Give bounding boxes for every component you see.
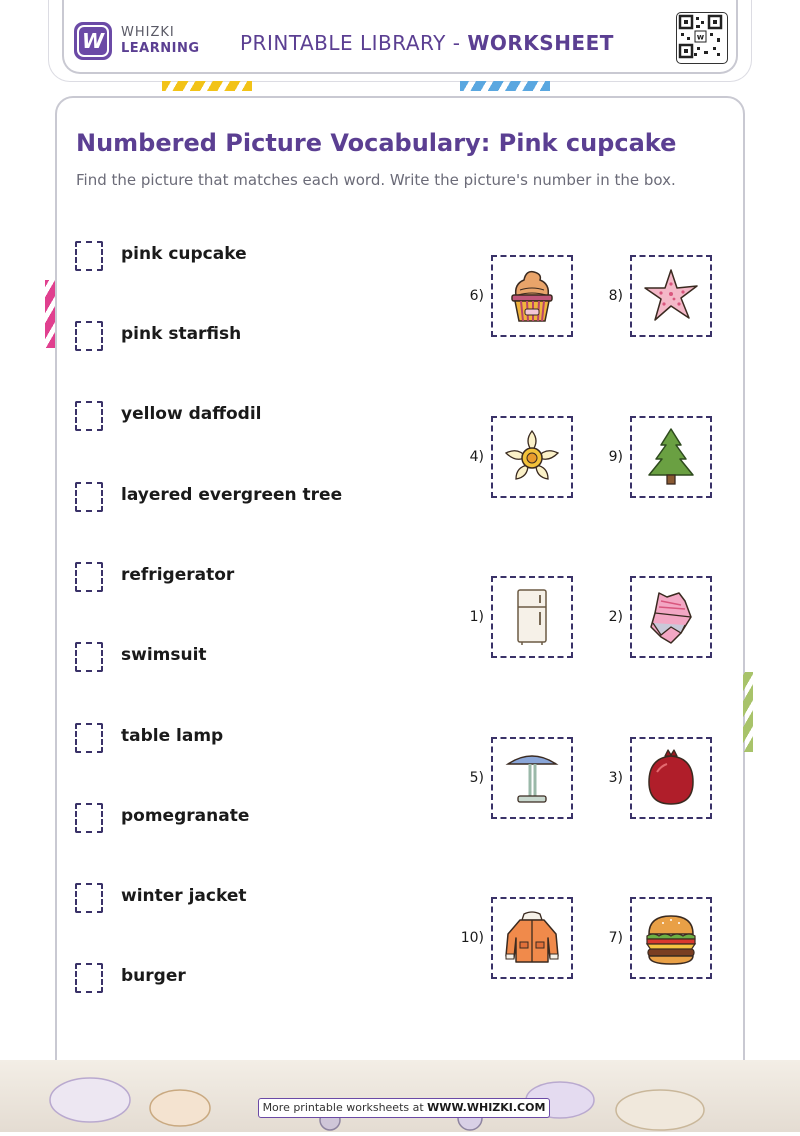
answer-box[interactable] xyxy=(75,642,103,672)
picture-card xyxy=(630,255,712,337)
picture-card xyxy=(491,576,573,658)
footer-text: More printable worksheets at xyxy=(262,1101,428,1114)
footer-illustration xyxy=(0,1060,800,1132)
worksheet-instructions: Find the picture that matches each word. Write the picture's number in the box. xyxy=(76,171,676,189)
evergreen-tree-icon xyxy=(641,427,701,487)
word-label: swimsuit xyxy=(121,645,207,665)
starfish-icon xyxy=(641,266,701,326)
picture-number: 9) xyxy=(608,449,623,465)
header-title xyxy=(240,31,614,55)
picture-number: 5) xyxy=(469,770,484,786)
picture-number: 2) xyxy=(608,609,623,625)
answer-box[interactable] xyxy=(75,241,103,271)
winter-jacket-icon xyxy=(502,908,562,968)
answer-box[interactable] xyxy=(75,883,103,913)
picture-number: 7) xyxy=(608,930,623,946)
logo-text-whizki: WHIZKI xyxy=(121,25,175,40)
cupcake-icon xyxy=(502,266,562,326)
footer-banner xyxy=(258,1098,550,1118)
word-label: layered evergreen tree xyxy=(121,485,343,505)
word-label: table lamp xyxy=(121,726,224,746)
picture-number: 3) xyxy=(608,770,623,786)
table-lamp-icon xyxy=(502,748,562,808)
logo-text-learning: LEARNING xyxy=(121,41,200,56)
logo-letter: W xyxy=(77,25,109,57)
picture-card xyxy=(630,416,712,498)
picture-card xyxy=(630,576,712,658)
whizki-logo xyxy=(74,22,112,60)
picture-card xyxy=(630,737,712,819)
picture-number: 1) xyxy=(469,609,484,625)
answer-box[interactable] xyxy=(75,963,103,993)
answer-box[interactable] xyxy=(75,803,103,833)
refrigerator-icon xyxy=(502,587,562,647)
picture-number: 10) xyxy=(460,930,484,946)
picture-number: 4) xyxy=(469,449,484,465)
footer-link[interactable]: WWW.WHIZKI.COM xyxy=(427,1101,546,1114)
pomegranate-icon xyxy=(641,748,701,808)
picture-card xyxy=(491,416,573,498)
svg-text:w: w xyxy=(696,32,705,42)
answer-box[interactable] xyxy=(75,482,103,512)
picture-number: 8) xyxy=(608,288,623,304)
answer-box[interactable] xyxy=(75,401,103,431)
word-label: yellow daffodil xyxy=(121,404,262,424)
daffodil-icon xyxy=(502,427,562,487)
answer-box[interactable] xyxy=(75,321,103,351)
picture-card xyxy=(491,897,573,979)
picture-card xyxy=(491,737,573,819)
word-label: refrigerator xyxy=(121,565,235,585)
word-label: pink starfish xyxy=(121,324,242,344)
decorative-stripe-pink xyxy=(45,280,55,348)
header-title-strong: WORKSHEET xyxy=(467,31,614,55)
decorative-stripe-blue xyxy=(460,81,550,91)
word-label: burger xyxy=(121,966,186,986)
decorative-stripe-green xyxy=(743,672,753,752)
header-title-prefix: PRINTABLE LIBRARY - xyxy=(240,31,468,55)
word-label: pink cupcake xyxy=(121,244,247,264)
worksheet-title: Numbered Picture Vocabulary: Pink cupcake xyxy=(76,129,677,157)
picture-number: 6) xyxy=(469,288,484,304)
answer-box[interactable] xyxy=(75,723,103,753)
word-label: winter jacket xyxy=(121,886,247,906)
burger-icon xyxy=(641,908,701,968)
picture-card xyxy=(491,255,573,337)
decorative-stripe-yellow xyxy=(162,81,252,91)
word-label: pomegranate xyxy=(121,806,250,826)
picture-card xyxy=(630,897,712,979)
swimsuit-icon xyxy=(641,587,701,647)
qr-code-icon xyxy=(676,12,728,64)
answer-box[interactable] xyxy=(75,562,103,592)
